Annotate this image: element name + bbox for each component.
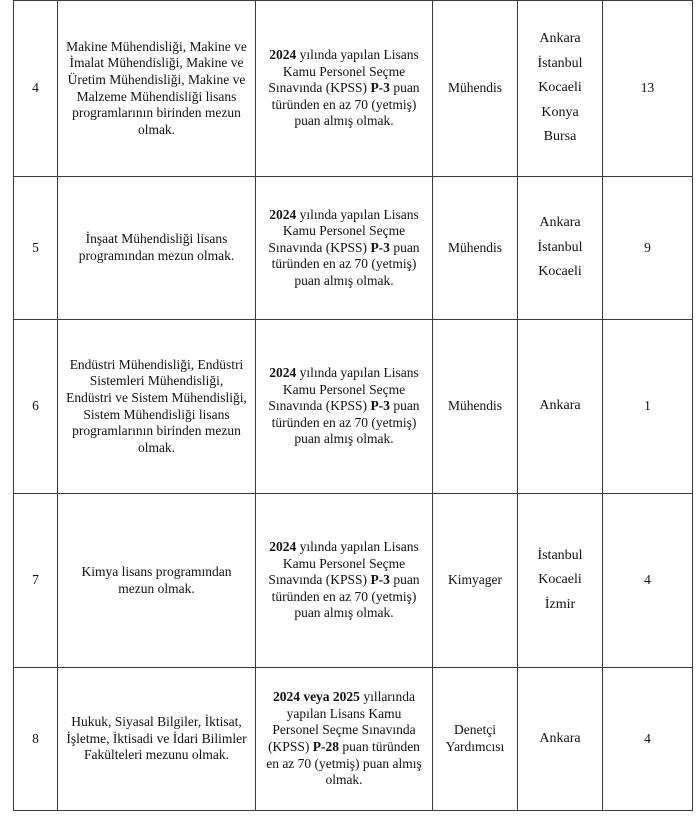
city-item: Kocaeli bbox=[538, 572, 582, 588]
city-list bbox=[539, 727, 580, 752]
condition-cell bbox=[58, 494, 256, 668]
exam-year: 2024 veya 2025 bbox=[272, 689, 360, 705]
position-title: Kimyager bbox=[448, 572, 502, 588]
city-list bbox=[537, 27, 582, 150]
position-title: Denetçi Yardımcısı bbox=[445, 722, 505, 754]
city-item: İstanbul bbox=[537, 55, 583, 71]
exam-cell bbox=[256, 668, 433, 811]
title-cell bbox=[433, 320, 518, 494]
exam-cell bbox=[256, 320, 433, 494]
row-number: 4 bbox=[14, 1, 58, 177]
city-item: Kocaeli bbox=[538, 264, 582, 280]
city-item: Ankara bbox=[539, 730, 581, 746]
condition-cell bbox=[58, 1, 256, 177]
city-list bbox=[537, 211, 582, 285]
city-list bbox=[537, 544, 582, 618]
city-item: Ankara bbox=[539, 215, 581, 231]
city-cell bbox=[518, 320, 603, 494]
title-cell bbox=[433, 1, 518, 177]
exam-text bbox=[264, 365, 424, 448]
position-title: Mühendis bbox=[448, 239, 502, 255]
exam-text-part1: yılında yapılan Lisans Kamu Personel Seçme Sınavında (KPSS) bbox=[268, 47, 419, 96]
exam-score-type: P-28 bbox=[312, 739, 339, 754]
exam-score-type: P-3 bbox=[370, 80, 390, 96]
city-cell bbox=[518, 177, 603, 320]
condition-cell bbox=[58, 668, 256, 811]
city-item: Ankara bbox=[539, 31, 581, 47]
city-item: Bursa bbox=[543, 129, 577, 145]
city-item: İstanbul bbox=[537, 239, 583, 255]
exam-score-type: P-3 bbox=[370, 572, 390, 588]
row-number: 7 bbox=[14, 494, 58, 668]
city-item: Konya bbox=[541, 104, 579, 120]
row-number: 6 bbox=[14, 320, 58, 494]
position-count: 4 bbox=[603, 668, 693, 811]
condition-cell bbox=[58, 177, 256, 320]
table-row bbox=[14, 177, 693, 320]
position-count: 9 bbox=[603, 177, 693, 320]
title-cell bbox=[433, 494, 518, 668]
exam-text-part2: puan türünden en az 70 (yetmiş) puan almış olmak. bbox=[271, 572, 420, 621]
exam-cell bbox=[256, 177, 433, 320]
position-title: Mühendis bbox=[448, 80, 502, 96]
exam-text bbox=[264, 47, 424, 130]
position-count: 4 bbox=[603, 494, 693, 668]
exam-text-part1: yıllarında yapılan Lisans Kamu Personel Seçme Sınavında (KPSS) bbox=[268, 689, 416, 754]
title-cell bbox=[433, 177, 518, 320]
city-item: İzmir bbox=[544, 596, 576, 612]
city-cell bbox=[518, 494, 603, 668]
exam-cell bbox=[256, 1, 433, 177]
row-number: 5 bbox=[14, 177, 58, 320]
exam-year: 2024 bbox=[269, 539, 297, 555]
condition-text: Kimya lisans programından mezun olmak. bbox=[81, 563, 232, 596]
city-list bbox=[539, 394, 580, 419]
exam-text-part1: yılında yapılan Lisans Kamu Personel Seçme Sınavında (KPSS) bbox=[268, 206, 419, 255]
table-row bbox=[14, 494, 693, 668]
exam-year: 2024 bbox=[269, 206, 297, 222]
condition-text: İnşaat Mühendisliği lisans programından mezun olmak. bbox=[78, 231, 235, 263]
exam-year: 2024 bbox=[269, 365, 297, 381]
exam-text-part2: puan türünden en az 70 (yetmiş) puan almış olmak. bbox=[271, 239, 420, 288]
exam-text-part1: yılında yapılan Lisans Kamu Personel Seçme Sınavında (KPSS) bbox=[268, 365, 419, 414]
table-row bbox=[14, 668, 693, 811]
position-table bbox=[13, 0, 693, 811]
exam-text-part1: yılında yapılan Lisans Kamu Personel Seçme Sınavında (KPSS) bbox=[268, 539, 419, 588]
city-item: Kocaeli bbox=[538, 80, 582, 96]
position-count: 13 bbox=[603, 1, 693, 177]
exam-score-type: P-3 bbox=[370, 239, 390, 255]
exam-text bbox=[264, 689, 424, 789]
city-item: Ankara bbox=[539, 398, 581, 414]
exam-text-part2: puan türünden en az 70 (yetmiş) puan almış olmak. bbox=[271, 398, 420, 447]
condition-cell bbox=[58, 320, 256, 494]
position-title: Mühendis bbox=[448, 398, 502, 414]
city-cell bbox=[518, 668, 603, 811]
condition-text: Endüstri Mühendisliği, Endüstri Sistemleri Mühendisliği, Endüstri ve Sistem Mühendisliği, Sistem Mühendisliği lisans programlarının birinden mezun olmak. bbox=[66, 356, 247, 455]
exam-text-part2: puan türünden en az 70 (yetmiş) puan almış olmak. bbox=[266, 739, 422, 788]
exam-text bbox=[264, 539, 424, 622]
table-row bbox=[14, 320, 693, 494]
exam-score-type: P-3 bbox=[370, 398, 390, 414]
exam-text bbox=[264, 207, 424, 290]
row-number: 8 bbox=[14, 668, 58, 811]
exam-cell bbox=[256, 494, 433, 668]
exam-year: 2024 bbox=[269, 47, 297, 63]
condition-text: Makine Mühendisliği, Makine ve İmalat Mühendisliği, Makine ve Üretim Mühendisliği, Makine ve Malzeme Mühendisliği lisans programlarının birinden mezun olmak. bbox=[66, 38, 247, 137]
exam-text-part2: puan türünden en az 70 (yetmiş) puan almış olmak. bbox=[271, 80, 420, 129]
condition-text: Hukuk, Siyasal Bilgiler, İktisat, İşletme, İktisadi ve İdari Bilimler Fakülteleri mezunu olmak. bbox=[66, 714, 247, 763]
city-item: İstanbul bbox=[537, 547, 583, 563]
city-cell bbox=[518, 1, 603, 177]
table-row bbox=[14, 1, 693, 177]
position-count: 1 bbox=[603, 320, 693, 494]
title-cell bbox=[433, 668, 518, 811]
